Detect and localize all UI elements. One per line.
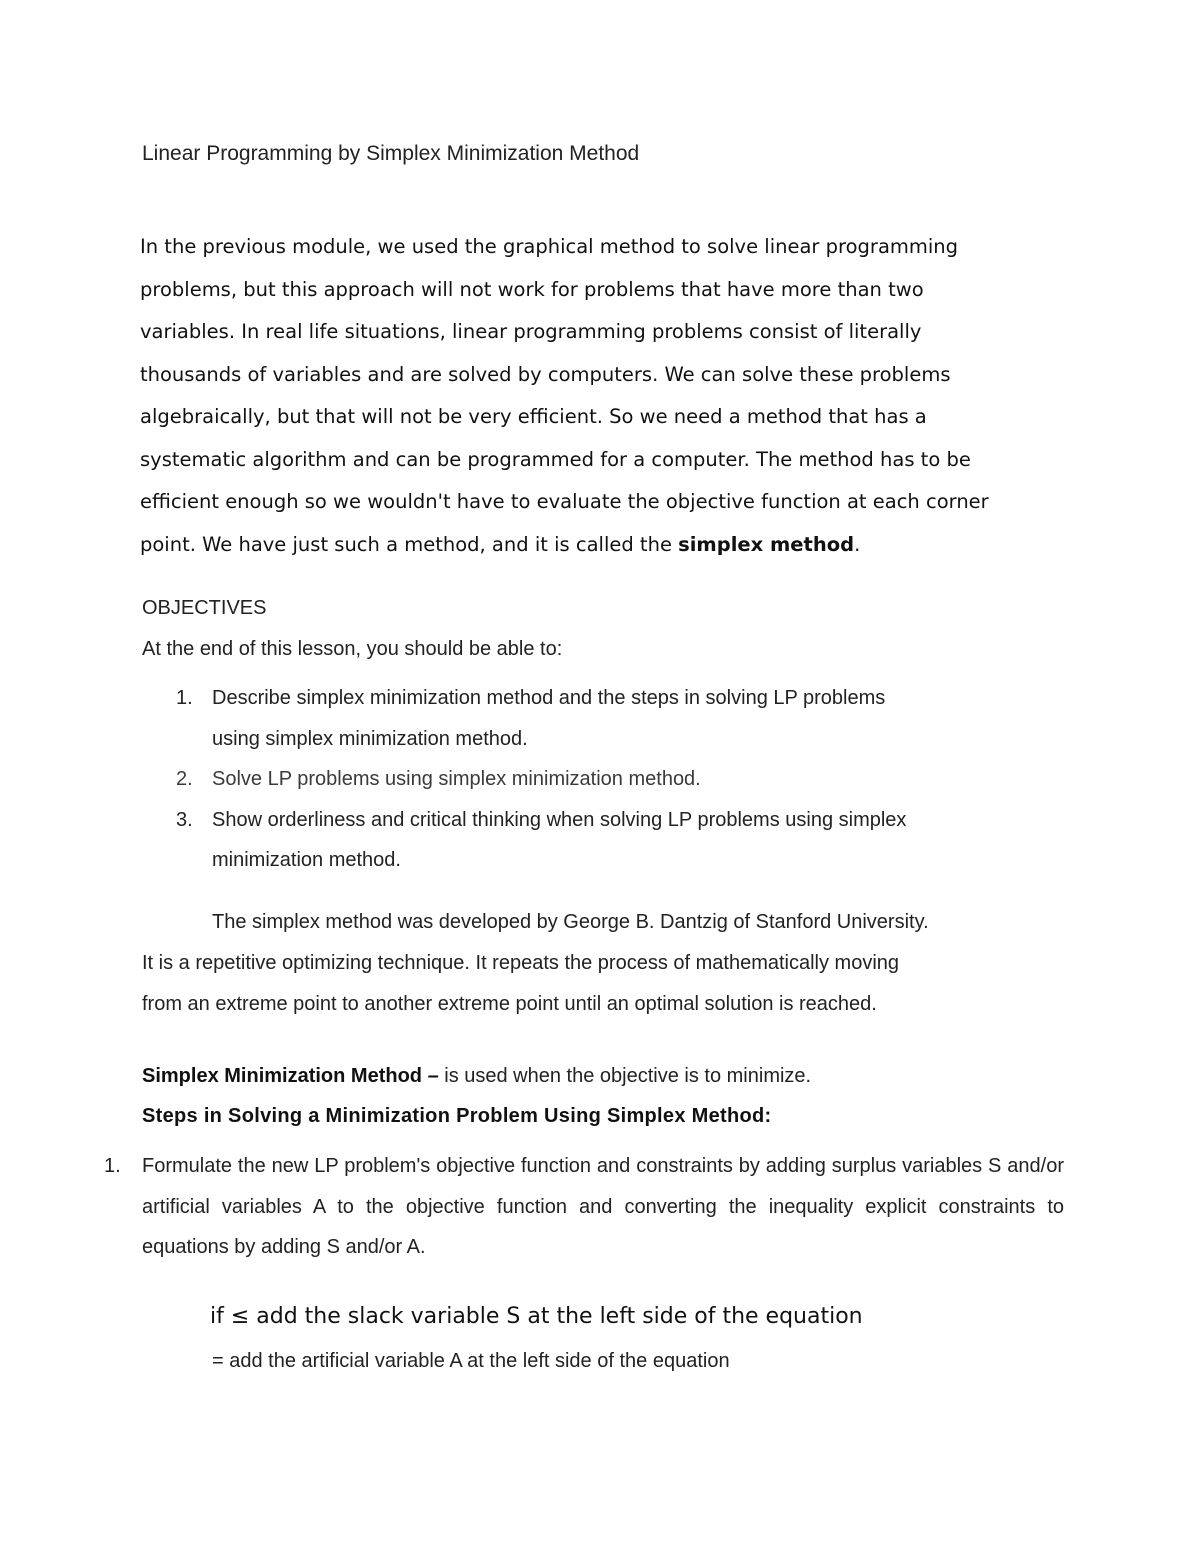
intro-line: efficient enough so we wouldn't have to evaluate the objective function at each corner (140, 490, 989, 513)
intro-last-prefix: point. We have just such a method, and it is called the (140, 532, 679, 556)
objectives-heading: OBJECTIVES (142, 597, 267, 619)
objective-line: Show orderliness and critical thinking when solving LP problems using simplex (212, 808, 907, 831)
intro-last-line (140, 524, 1060, 567)
smm-term: Simplex Minimization Method – (142, 1065, 439, 1087)
objectives-list (142, 678, 1062, 881)
history-line: It is a repetitive optimizing technique. It repeats the process of mathematically moving (142, 952, 900, 974)
step-number: 1. (104, 1155, 121, 1177)
intro-line: variables. In real life situations, linear programming problems consist of literally (140, 320, 922, 343)
objective-number: 2. (176, 768, 193, 790)
objective-line: using simplex minimization method. (212, 727, 528, 750)
simplex-method-term: simplex method (678, 532, 855, 556)
objective-item (142, 678, 1062, 759)
objective-number: 3. (176, 808, 193, 831)
step-text: Formulate the new LP problem's objective function and constraints by adding surplus variables S and/or artificial variables A to the objective function and converting the inequality explicit constraints to equations by adding S and/or A. (142, 1155, 1064, 1258)
rule-less-equal: if ≤ add the slack variable S at the left side of the equation (210, 1304, 863, 1329)
objective-item (142, 759, 1062, 800)
rule-equal: = add the artificial variable A at the left side of the equation (212, 1350, 730, 1372)
objective-line: Describe simplex minimization method and the steps in solving LP problems (212, 687, 886, 709)
history-paragraph (142, 902, 1062, 1025)
smm-definition (142, 1065, 811, 1088)
intro-line: systematic algorithm and can be programmed for a computer. The method has to be (140, 447, 971, 471)
objective-text (212, 759, 1062, 800)
intro-line: problems, but this approach will not work for problems that have more than two (140, 277, 924, 301)
intro-line: thousands of variables and are solved by computers. We can solve these problems (140, 362, 951, 386)
objective-text (212, 800, 1062, 881)
intro-paragraph (140, 226, 1060, 566)
objectives-lead: At the end of this lesson, you should be able to: (142, 638, 563, 660)
smm-definition-text: is used when the objective is to minimize. (438, 1065, 812, 1087)
history-line: The simplex method was developed by George B. Dantzig of Stanford University. (212, 911, 929, 933)
objective-line: Solve LP problems using simplex minimization method. (212, 768, 701, 790)
objective-item (142, 800, 1062, 881)
steps-heading: Steps in Solving a Minimization Problem Using Simplex Method: (142, 1105, 772, 1127)
history-line: from an extreme point to another extreme point until an optimal solution is reached. (142, 993, 877, 1015)
intro-line: In the previous module, we used the graphical method to solve linear programming (140, 235, 959, 258)
objective-text (212, 678, 1062, 759)
intro-last-suffix: . (854, 532, 861, 556)
objective-line: minimization method. (212, 849, 401, 871)
document-title: Linear Programming by Simplex Minimization Method (142, 142, 640, 165)
step-item (104, 1146, 1064, 1268)
intro-line: algebraically, but that will not be very efficient. So we need a method that has a (140, 405, 927, 428)
objective-number: 1. (176, 687, 193, 709)
